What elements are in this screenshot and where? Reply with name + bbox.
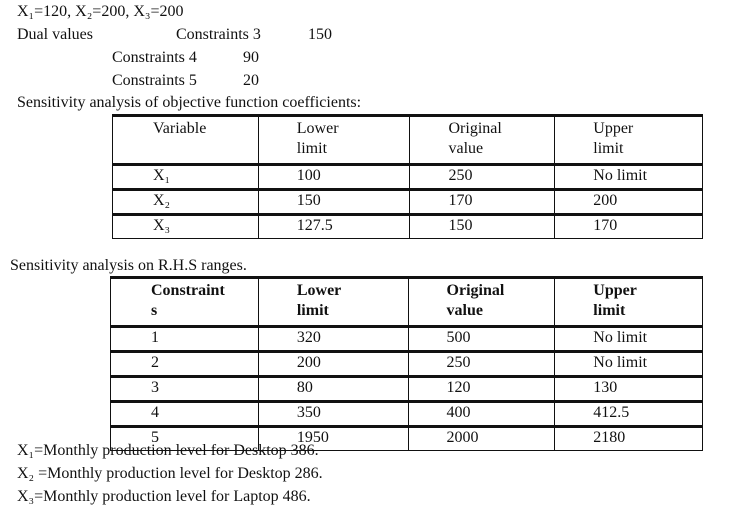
dual-constraint-3-name: Constraints 3: [176, 26, 261, 43]
table-header-row: [111, 278, 703, 327]
objective-sensitivity-table: [112, 114, 703, 239]
table-cell: No limit: [555, 165, 703, 190]
dual-constraint-5-value: 20: [243, 72, 259, 89]
header-cell: Lower limit: [258, 278, 408, 327]
header-cell: Lower limit: [258, 116, 410, 165]
table-cell: No limit: [555, 352, 703, 377]
table-row: [111, 327, 703, 352]
table-cell: 250: [408, 352, 555, 377]
table-row: [113, 190, 703, 215]
definition-x1: X₁=Monthly production level for Desktop 386.: [17, 442, 319, 459]
dual-constraint-3-value: 150: [308, 26, 332, 43]
definition-x3: X₃=Monthly production level for Laptop 486.: [17, 488, 311, 505]
table-cell: 320: [258, 327, 408, 352]
table-cell: 350: [258, 402, 408, 427]
table-cell: 130: [555, 377, 703, 402]
dual-constraint-5-name: Constraints 5: [112, 72, 197, 89]
objective-table-title: Sensitivity analysis of objective function coefficients:: [17, 94, 362, 111]
table-row: [113, 165, 703, 190]
definition-x2: X₂ =Monthly production level for Desktop 286.: [17, 465, 323, 482]
table-cell: 2180: [555, 427, 703, 451]
table-cell: 127.5: [258, 215, 410, 239]
table-row: [111, 402, 703, 427]
table-row: [111, 377, 703, 402]
table-cell: 2: [111, 352, 259, 377]
table-cell: 250: [410, 165, 555, 190]
table-cell: X₁: [113, 165, 259, 190]
dual-values-label: Dual values: [17, 26, 93, 43]
table-cell: X₃: [113, 215, 259, 239]
table-cell: 200: [555, 190, 703, 215]
dual-constraint-4-value: 90: [243, 49, 259, 66]
table-cell: 5: [111, 427, 259, 451]
table-cell: 3: [111, 377, 259, 402]
table-cell: 412.5: [555, 402, 703, 427]
table-cell: 1950: [258, 427, 408, 451]
table-cell: 2000: [408, 427, 555, 451]
table-cell: X₂: [113, 190, 259, 215]
table-cell: 150: [258, 190, 410, 215]
table-cell: 500: [408, 327, 555, 352]
table-cell: 120: [408, 377, 555, 402]
table-row: [111, 352, 703, 377]
table-cell: 170: [555, 215, 703, 239]
table-header-row: [113, 116, 703, 165]
table-row: [113, 215, 703, 239]
table-cell: No limit: [555, 327, 703, 352]
table-cell: 200: [258, 352, 408, 377]
header-cell: Upper limit: [555, 116, 703, 165]
rhs-table-title: Sensitivity analysis on R.H.S ranges.: [10, 257, 247, 274]
header-cell: Constraint s: [111, 278, 259, 327]
header-cell: Upper limit: [555, 278, 703, 327]
solution-values: X₁=120, X₂=200, X₃=200: [17, 3, 184, 20]
rhs-sensitivity-table: [110, 276, 703, 451]
table-cell: 170: [410, 190, 555, 215]
table-cell: 80: [258, 377, 408, 402]
header-cell: Variable: [113, 116, 259, 165]
table-cell: 400: [408, 402, 555, 427]
dual-constraint-4-name: Constraints 4: [112, 49, 197, 66]
header-cell: Original value: [410, 116, 555, 165]
table-cell: 4: [111, 402, 259, 427]
header-cell: Original value: [408, 278, 555, 327]
table-cell: 150: [410, 215, 555, 239]
table-cell: 1: [111, 327, 259, 352]
table-cell: 100: [258, 165, 410, 190]
